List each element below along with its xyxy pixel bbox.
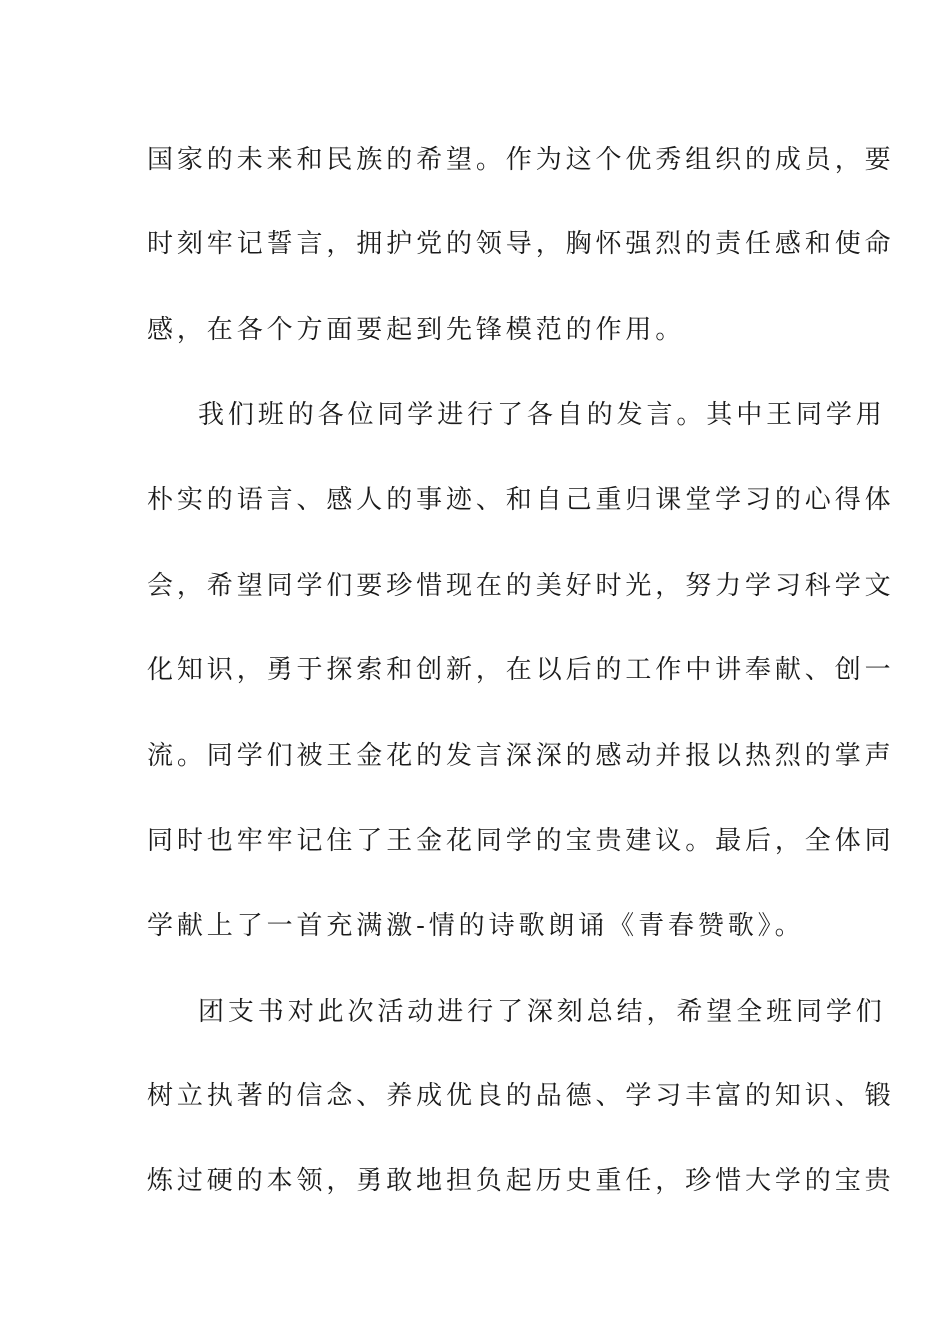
text-line: 国家的未来和民族的希望。作为这个优秀组织的成员，要 [147,145,895,175]
text-line: 感，在各个方面要起到先锋模范的作用。 [147,315,686,345]
text-line: 时刻牢记誓言，拥护党的领导，胸怀强烈的责任感和使命 [147,229,895,259]
text-line: 会，希望同学们要珍惜现在的美好时光，努力学习科学文 [147,571,895,601]
text-line: 炼过硬的本领，勇敢地担负起历史重任，珍惜大学的宝贵 [147,1166,895,1196]
text-line: 同时也牢牢记住了王金花同学的宝贵建议。最后，全体同 [147,826,895,856]
text-line: 学献上了一首充满激-情的诗歌朗诵《青春赞歌》。 [147,911,805,941]
text-line: 树立执著的信念、养成优良的品德、学习丰富的知识、锻 [147,1081,895,1111]
paragraph-first-line: 团支书对此次活动进行了深刻总结，希望全班同学们 [198,997,886,1027]
paragraph-first-line: 我们班的各位同学进行了各自的发言。其中王同学用 [198,400,886,430]
text-line: 朴实的语言、感人的事迹、和自己重归课堂学习的心得体 [147,485,895,515]
text-line: 流。同学们被王金花的发言深深的感动并报以热烈的掌声 [147,741,895,771]
text-line: 化知识，勇于探索和创新，在以后的工作中讲奉献、创一 [147,655,895,685]
